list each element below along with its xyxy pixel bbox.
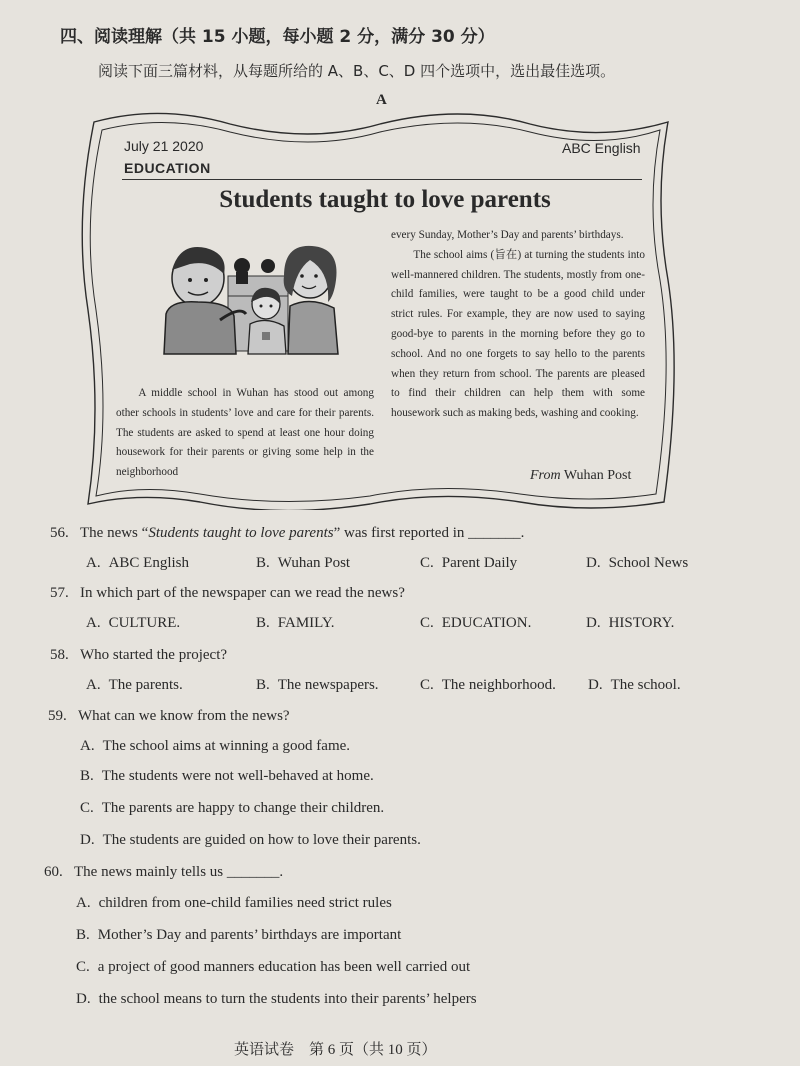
option-60-b[interactable]: [76, 927, 401, 944]
article-right-column: [391, 226, 645, 424]
article-source-credit: [530, 468, 631, 484]
article-right-para-1: every Sunday, Mother’s Day and parents’ birthdays.: [391, 229, 624, 241]
option-58-c[interactable]: [420, 677, 556, 694]
option-text: a project of good manners education has been well carried out: [97, 959, 471, 975]
option-59-a[interactable]: [80, 738, 350, 755]
option-letter: D.: [586, 555, 601, 571]
option-text: The school aims at winning a good fame.: [102, 738, 351, 754]
option-text: EDUCATION.: [441, 615, 532, 631]
question-text: Who started the project?: [80, 647, 228, 663]
option-57-c[interactable]: [420, 615, 531, 632]
option-text: The newspapers.: [277, 677, 379, 693]
option-letter: D.: [76, 991, 91, 1007]
question-number: 57.: [50, 585, 69, 601]
question-text: The news mainly tells us _______.: [74, 864, 284, 880]
option-56-b[interactable]: [256, 555, 350, 572]
article-source: ABC English: [562, 140, 641, 156]
option-letter: A.: [80, 738, 95, 754]
option-59-d[interactable]: [80, 832, 421, 849]
option-letter: C.: [420, 555, 434, 571]
option-text: The neighborhood.: [441, 677, 556, 693]
article-section: EDUCATION: [124, 160, 211, 176]
question-57: [50, 585, 405, 602]
question-59: [48, 708, 290, 725]
option-56-a[interactable]: [86, 555, 189, 572]
from-word: From: [530, 468, 561, 483]
article-right-para-2: The school aims (旨在) at turning the students into well-mannered children. The students, mostly from one-child families, were taught to be a good child under strict rules. For example, they are now used to saying good-bye to parents in the morning before they go to school. And no one forgets to say hello to the parents when they return from school. The parents are pleased to find their children can help them with some housework such as making beds, washing and cooking.: [391, 248, 645, 420]
question-text: In which part of the newspaper can we read the news?: [80, 585, 405, 601]
option-letter: A.: [86, 555, 101, 571]
option-letter: C.: [420, 615, 434, 631]
option-text: Parent Daily: [441, 555, 518, 571]
option-text: FAMILY.: [277, 615, 335, 631]
section-title: 四、阅读理解（共 15 小题，每小题 2 分，满分 30 分）: [60, 27, 495, 47]
option-letter: C.: [80, 800, 94, 816]
option-60-d[interactable]: [76, 991, 477, 1008]
question-58: [50, 647, 227, 664]
option-60-a[interactable]: [76, 895, 392, 912]
article-left-column: A middle school in Wuhan has stood out among other schools in students’ love and care for their parents. The students are asked to spend at least one hour doing housework for their parents or giving some help in the neighborhood: [116, 387, 374, 479]
question-text-end: ” was first reported in _______.: [333, 525, 525, 541]
family-illustration: [150, 236, 370, 361]
option-letter: D.: [586, 615, 601, 631]
option-58-a[interactable]: [86, 677, 183, 694]
option-56-c[interactable]: [420, 555, 517, 572]
option-text: The students are guided on how to love their parents.: [102, 832, 421, 848]
option-letter: B.: [256, 555, 270, 571]
question-number: 58.: [50, 647, 69, 663]
option-letter: D.: [588, 677, 603, 693]
page-footer: 英语试卷 第 6 页（共 10 页）: [234, 1042, 437, 1058]
option-text: ABC English: [108, 555, 190, 571]
option-text: School News: [608, 555, 689, 571]
option-text: the school means to turn the students into their parents’ helpers: [98, 991, 477, 1007]
question-quoted-title: Students taught to love parents: [148, 525, 334, 541]
option-58-b[interactable]: [256, 677, 379, 694]
option-text: Wuhan Post: [277, 555, 351, 571]
option-text: children from one-child families need strict rules: [98, 895, 392, 911]
passage-label: A: [376, 92, 387, 108]
option-text: The parents.: [108, 677, 183, 693]
question-56: [50, 525, 524, 542]
option-letter: A.: [76, 895, 91, 911]
option-57-a[interactable]: [86, 615, 180, 632]
option-57-b[interactable]: [256, 615, 334, 632]
option-text: The school.: [610, 677, 681, 693]
option-text: The students were not well-behaved at home.: [101, 768, 374, 784]
option-59-b[interactable]: [80, 768, 374, 785]
option-59-c[interactable]: [80, 800, 384, 817]
question-number: 56.: [50, 525, 69, 541]
option-text: HISTORY.: [608, 615, 675, 631]
option-letter: B.: [76, 927, 90, 943]
option-60-c[interactable]: [76, 959, 470, 976]
option-letter: B.: [256, 677, 270, 693]
option-letter: C.: [76, 959, 90, 975]
option-letter: A.: [86, 677, 101, 693]
option-text: The parents are happy to change their children.: [101, 800, 385, 816]
option-text: CULTURE.: [108, 615, 181, 631]
option-letter: D.: [80, 832, 95, 848]
question-text: The news “: [80, 525, 149, 541]
option-letter: B.: [256, 615, 270, 631]
instructions: 阅读下面三篇材料，从每题所给的 A、B、C、D 四个选项中，选出最佳选项。: [98, 62, 616, 80]
option-56-d[interactable]: [586, 555, 688, 572]
option-58-d[interactable]: [588, 677, 681, 694]
question-60: [44, 864, 283, 881]
option-text: Mother’s Day and parents’ birthdays are important: [97, 927, 402, 943]
header-rule: [122, 179, 642, 180]
question-number: 59.: [48, 708, 67, 724]
question-number: 60.: [44, 864, 63, 880]
article-date: July 21 2020: [124, 138, 204, 154]
question-text: What can we know from the news?: [78, 708, 290, 724]
option-57-d[interactable]: [586, 615, 674, 632]
headline: Students taught to love parents: [219, 186, 551, 213]
option-letter: C.: [420, 677, 434, 693]
option-letter: A.: [86, 615, 101, 631]
from-source: Wuhan Post: [563, 468, 632, 483]
option-letter: B.: [80, 768, 94, 784]
